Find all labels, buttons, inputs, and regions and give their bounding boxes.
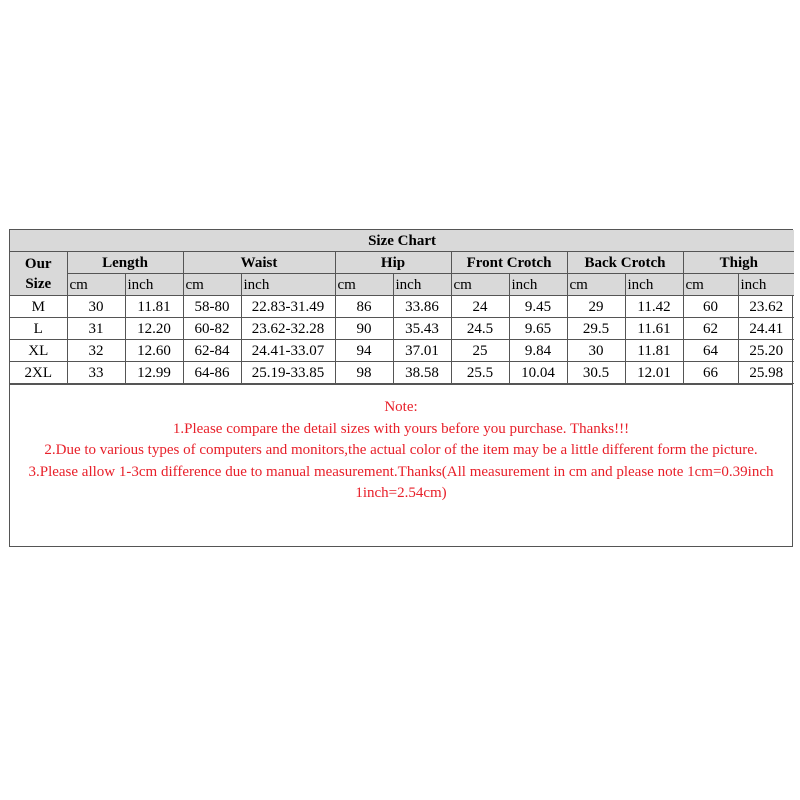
group-header-thigh: Thigh — [683, 252, 794, 274]
unit-header-inch: inch — [509, 274, 567, 296]
size-header-line2: Size — [25, 275, 52, 292]
table-cell: 94 — [335, 340, 393, 362]
unit-header-cm: cm — [451, 274, 509, 296]
table-cell: 22.83-31.49 — [241, 296, 335, 318]
size-column-header — [10, 252, 67, 296]
unit-header-inch: inch — [625, 274, 683, 296]
unit-header-row — [10, 274, 794, 296]
table-cell: 24.41 — [738, 318, 794, 340]
table-cell: 32 — [67, 340, 125, 362]
notes-section — [10, 384, 792, 546]
table-cell: 33.86 — [393, 296, 451, 318]
table-cell: 30 — [67, 296, 125, 318]
table-cell: 64-86 — [183, 362, 241, 384]
table-cell: 90 — [335, 318, 393, 340]
table-cell: 31 — [67, 318, 125, 340]
table-cell: 66 — [683, 362, 738, 384]
table-row — [10, 362, 794, 384]
table-cell: 9.45 — [509, 296, 567, 318]
table-cell: 58-80 — [183, 296, 241, 318]
unit-header-inch: inch — [393, 274, 451, 296]
size-chart — [9, 229, 793, 547]
size-header-line1: Our — [24, 255, 52, 272]
unit-header-cm: cm — [683, 274, 738, 296]
unit-header-cm: cm — [183, 274, 241, 296]
table-cell: 29.5 — [567, 318, 625, 340]
table-cell: 9.65 — [509, 318, 567, 340]
table-cell: 12.20 — [125, 318, 183, 340]
table-cell: 9.84 — [509, 340, 567, 362]
table-cell: 25.98 — [738, 362, 794, 384]
table-cell: 12.01 — [625, 362, 683, 384]
table-cell: 25.20 — [738, 340, 794, 362]
size-label: 2XL — [10, 362, 67, 384]
table-cell: 11.81 — [125, 296, 183, 318]
table-cell: 37.01 — [393, 340, 451, 362]
note-1: 1.Please compare the detail sizes with yours before you purchase. Thanks!!! — [172, 420, 630, 437]
table-cell: 11.61 — [625, 318, 683, 340]
group-header-row — [10, 252, 794, 274]
size-label: L — [10, 318, 67, 340]
table-cell: 86 — [335, 296, 393, 318]
table-cell: 98 — [335, 362, 393, 384]
table-cell: 62 — [683, 318, 738, 340]
table-cell: 25.19-33.85 — [241, 362, 335, 384]
table-cell: 11.81 — [625, 340, 683, 362]
table-cell: 24.41-33.07 — [241, 340, 335, 362]
size-label: M — [10, 296, 67, 318]
table-cell: 25 — [451, 340, 509, 362]
group-header-back-crotch: Back Crotch — [567, 252, 683, 274]
unit-header-inch: inch — [738, 274, 794, 296]
size-rows — [10, 296, 794, 384]
table-cell: 60-82 — [183, 318, 241, 340]
table-cell: 38.58 — [393, 362, 451, 384]
table-cell: 11.42 — [625, 296, 683, 318]
table-cell: 23.62-32.28 — [241, 318, 335, 340]
table-cell: 64 — [683, 340, 738, 362]
table-cell: 23.62 — [738, 296, 794, 318]
size-chart-table — [10, 230, 794, 384]
group-header-front-crotch: Front Crotch — [451, 252, 567, 274]
unit-header-inch: inch — [241, 274, 335, 296]
unit-header-cm: cm — [567, 274, 625, 296]
unit-header-cm: cm — [67, 274, 125, 296]
table-cell: 35.43 — [393, 318, 451, 340]
note-heading: Note: — [384, 399, 418, 415]
table-cell: 12.60 — [125, 340, 183, 362]
table-row — [10, 340, 794, 362]
title-row — [10, 230, 794, 252]
note-2: 2.Due to various types of computers and monitors,the actual color of the item may be a little different form the picture. — [44, 442, 758, 458]
table-cell: 30.5 — [567, 362, 625, 384]
chart-title: Size Chart — [10, 230, 794, 252]
table-cell: 12.99 — [125, 362, 183, 384]
table-cell: 24 — [451, 296, 509, 318]
table-row — [10, 296, 794, 318]
table-cell: 24.5 — [451, 318, 509, 340]
table-cell: 60 — [683, 296, 738, 318]
group-header-length: Length — [67, 252, 183, 274]
group-header-hip: Hip — [335, 252, 451, 274]
table-cell: 62-84 — [183, 340, 241, 362]
table-cell: 30 — [567, 340, 625, 362]
unit-header-cm: cm — [335, 274, 393, 296]
group-header-waist: Waist — [183, 252, 335, 274]
table-cell: 10.04 — [509, 362, 567, 384]
note-3: 3.Please allow 1-3cm difference due to manual measurement.Thanks(All measurement in cm and please note 1cm=0.39inch 1inch=2.54cm) — [28, 463, 774, 501]
table-cell: 33 — [67, 362, 125, 384]
table-row — [10, 318, 794, 340]
table-cell: 25.5 — [451, 362, 509, 384]
unit-header-inch: inch — [125, 274, 183, 296]
size-label: XL — [10, 340, 67, 362]
table-cell: 29 — [567, 296, 625, 318]
